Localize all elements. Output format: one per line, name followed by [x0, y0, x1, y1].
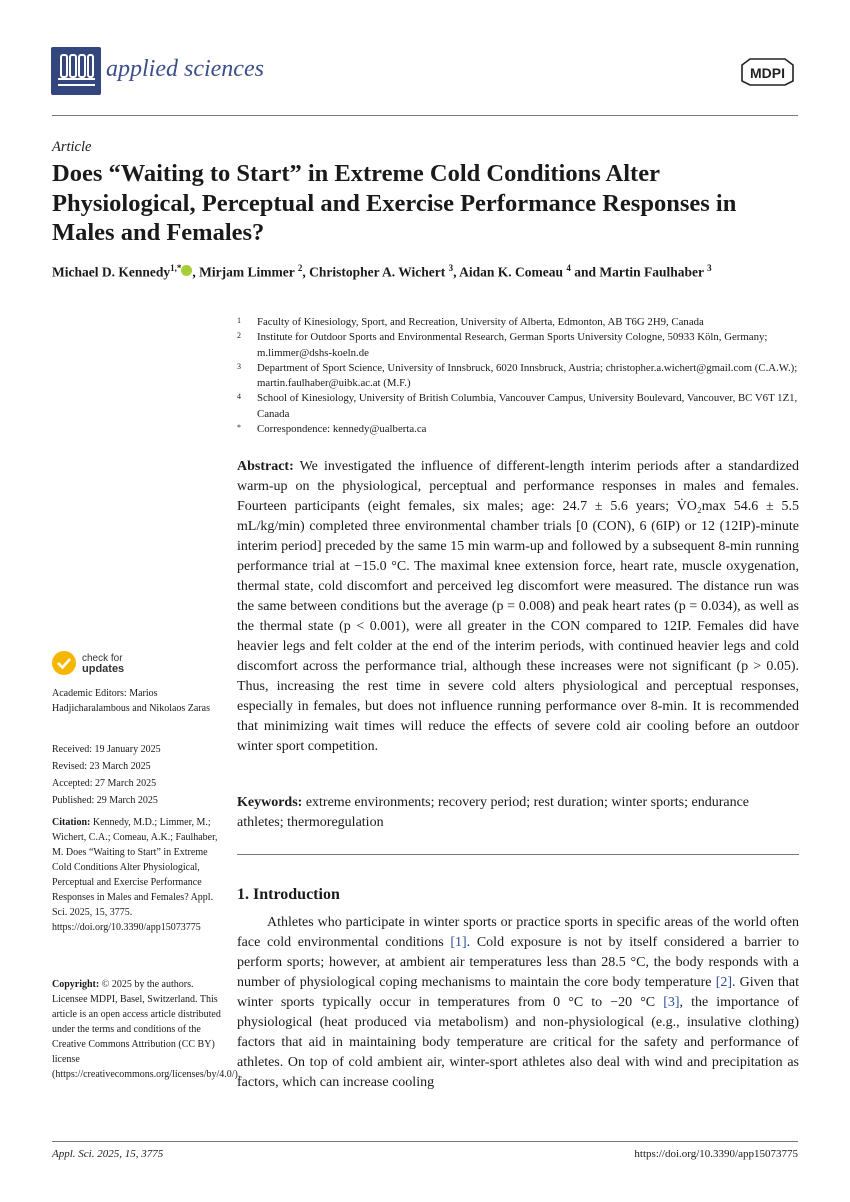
- mdpi-logo-text: MDPI: [750, 65, 785, 81]
- citation-link[interactable]: [3]: [663, 995, 680, 1010]
- intro-text: , the importance of physiological (heat produced via metabolism) and non-physiological (e.g., insulative clothing) factors that aid in maintaining body temperature are critical for the safety and performance of athletes. On top of cold ambient air, winter-sport athletes also deal with wind and precipitation as factors, which can increase cooling: [237, 995, 799, 1090]
- author-name: Martin Faulhaber: [599, 264, 704, 280]
- check-updates-label: [82, 653, 124, 675]
- keywords-text: extreme environments; recovery period; rest duration; winter sports; endurance athletes; thermoregulation: [237, 795, 750, 830]
- affiliation-list: [237, 315, 802, 437]
- author-and: and: [574, 264, 597, 280]
- affiliation-text: Department of Sport Science, University of Innsbruck, 6020 Innsbruck, Austria; christopher.a.wichert@gmail.com (C.A.W.); martin.faulhaber@uibk.ac.at (M.F.): [257, 361, 798, 390]
- footer-doi[interactable]: https://doi.org/10.3390/app15073775: [634, 1148, 798, 1160]
- author-affil: 3: [448, 263, 454, 273]
- author-name: Christopher A. Wichert: [309, 264, 446, 280]
- citation-block: [52, 815, 222, 935]
- abstract: [237, 457, 799, 757]
- affiliation-text: Faculty of Kinesiology, Sport, and Recreation, University of Alberta, Edmonton, AB T6G 2H9, Canada: [257, 316, 704, 328]
- section-heading: 1. Introduction: [237, 886, 340, 903]
- copyright-text: © 2025 by the authors. Licensee MDPI, Basel, Switzerland. This article is an open access article distributed under the terms and conditions of the Creative Commons Attribution (CC BY) license (https://creativecommons.org/licenses/by/4.0/).: [52, 979, 241, 1080]
- author-name: Aidan K. Comeau: [459, 264, 564, 280]
- check-for-updates-button[interactable]: [52, 651, 172, 681]
- author-affil: 2: [297, 263, 303, 273]
- footer-citation: Appl. Sci. 2025, 15, 3775: [52, 1148, 164, 1160]
- received-date: Received: 19 January 2025: [52, 744, 161, 755]
- footer-rule: [52, 1141, 798, 1142]
- article-type: Article: [52, 139, 92, 155]
- header-rule: [52, 115, 798, 116]
- affiliation-item: [237, 422, 802, 437]
- author-name: Mirjam Limmer: [199, 264, 295, 280]
- affiliation-item: [237, 315, 802, 330]
- citation-text: Kennedy, M.D.; Limmer, M.; Wichert, C.A.; Comeau, A.K.; Faulhaber, M. Does “Waiting to Start” in Extreme Cold Conditions Alter Physiological, Perceptual and Exercise Performance Responses in Males and Females? Appl. Sci. 2025, 15, 3775. https://doi.org/10.3390/app15073775: [52, 817, 218, 933]
- section-divider: [237, 854, 799, 855]
- abstract-label: Abstract:: [237, 459, 294, 474]
- author-list: Michael D. Kennedy$^{1,*}$ , Mirjam Limmer $^2$, Christopher A. Wichert $^3$, Aidan K. Comeau $^4$ and Martin Faulhaber $^3$: [52, 263, 712, 280]
- academic-editors: Academic Editors: Marios Hadjicharalambous and Nikolaos Zaras: [52, 688, 211, 714]
- affiliation-item: [237, 330, 802, 361]
- author-name: Michael D. Kennedy: [52, 264, 171, 280]
- check-updates-line2: updates: [82, 663, 125, 675]
- intro-text: . Given that winter sports typically occur in temperatures from 0 °C to −20 °C: [237, 975, 800, 1010]
- accepted-date: Accepted: 27 March 2025: [52, 778, 157, 789]
- intro-text: Athletes who participate in winter sports or practice sports in specific areas of the world often face cold environmental conditions: [237, 915, 799, 950]
- affiliation-number: *: [237, 423, 241, 433]
- mdpi-logo: [738, 57, 797, 87]
- affiliation-number: 4: [237, 392, 241, 402]
- abstract-text: We investigated the influence of different-length interim periods after a standardized warm-up on the physiological, perceptual and performance responses in males and females. Fourteen participants (eight females, six males; age: 24.7 ± 5.6 years; V̇O₂max 54.6 ± 5.5 mL/kg/min) completed three environmental chamber trials [0 (CON), 6 (6IP) or 12 (12IP)-minute interim period] preceded by the same 15 min warm-up and followed by a subsequent 8-min running performance trial at −15.0 °C. The maximal knee extension force, heart rate, muscle oxygenation, thermal state, cold discomfort and perceived leg discomfort were measured. The distance run was the same between conditions but the average (p = 0.008) and peak heart rates (p = 0.034), as well as the thermal state (p < 0.001), were all greater in the CON compared to 12IP. Females did have heavier legs and felt colder at the end of the interim periods, with continued heavier legs and cold discomfort across the performance trial, although these increases were not significant (p > 0.05). Thus, increasing the rest time in severe cold alters physiological and perceptual responses, especially in females, but does not influence running performance over 8-min. It is recommended that minimizing wait times will reduce the effects of severe cold air cooling before an outdoor winter sport competition.: [237, 459, 799, 754]
- check-updates-icon: [52, 651, 76, 675]
- affiliation-item: [237, 391, 802, 422]
- citation-link[interactable]: [2]: [715, 975, 733, 990]
- author-affil: 4: [566, 263, 571, 273]
- citation-link[interactable]: [1]: [450, 935, 467, 950]
- author-affil: 3: [707, 263, 712, 273]
- affiliation-text: School of Kinesiology, University of British Columbia, Vancouver Campus, University Boulevard, Vancouver, BC V6T 1Z1, Canada: [257, 392, 798, 420]
- keywords-label: Keywords:: [237, 795, 303, 810]
- orcid-icon[interactable]: [181, 265, 192, 276]
- copyright-label: Copyright:: [52, 979, 100, 990]
- journal-logo: [51, 47, 101, 95]
- affiliation-text: Correspondence: kennedy@ualberta.ca: [257, 423, 427, 436]
- author-affil: 1,*: [170, 263, 182, 273]
- intro-paragraph: [237, 913, 799, 1093]
- affiliation-text: Institute for Outdoor Sports and Environmental Research, German Sports University Cologne, 50933 Köln, Germany; m.limmer@dshs-koeln.de: [257, 331, 768, 359]
- journal-name: applied sciences: [106, 56, 264, 82]
- check-updates-line1: check for: [82, 653, 123, 664]
- revised-date: Revised: 23 March 2025: [52, 761, 151, 772]
- affiliation-number: 2: [237, 331, 241, 341]
- intro-text: . Cold exposure is not by itself considered a barrier to perform sports; however, at ambient air temperatures less than 28.5 °C, the body responds with a number of physiological coping mechanisms to maintain the core body temperature: [237, 935, 799, 990]
- affiliation-item: [237, 361, 802, 392]
- page-title: Does “Waiting to Start” in Extreme Cold Conditions Alter Physiological, Perceptual and Exercise Performance Responses in Males and Females?: [52, 160, 737, 246]
- published-date: Published: 29 March 2025: [52, 795, 158, 806]
- affiliation-number: 1: [237, 316, 241, 325]
- affiliation-number: 3: [237, 361, 241, 371]
- copyright-block: [52, 977, 241, 1082]
- citation-label: Citation:: [52, 817, 91, 828]
- keywords: [237, 793, 799, 833]
